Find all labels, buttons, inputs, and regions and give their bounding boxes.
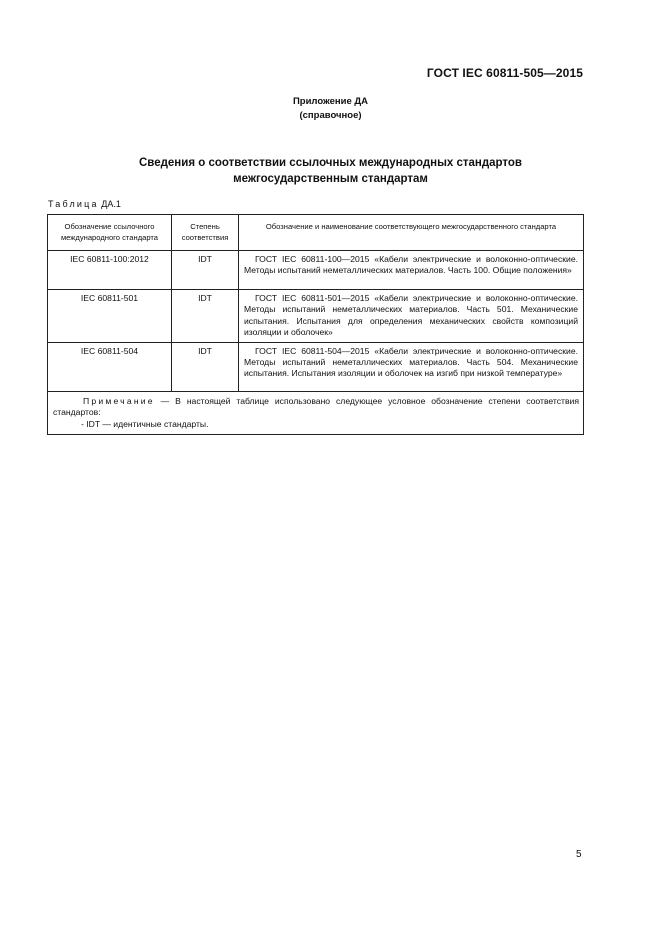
- interstate-standard-name: ГОСТ IEC 60811-504—2015 «Кабели электрические и волоконно-оптические. Методы испытаний неметаллических материалов. Часть 504. Механические испытания. Испытания изоляции и оболочек на изгиб при низкой температуре»: [239, 342, 584, 391]
- note-body: — В настоящей таблице использовано следующее условное обозначение степени соответствия стандартов:: [53, 395, 579, 418]
- table-row: [48, 342, 584, 391]
- appendix-heading: [0, 95, 661, 123]
- table-row: [48, 251, 584, 290]
- header-degree: Степень соответствия: [172, 215, 239, 251]
- ref-standard-code: IEC 60811-100:2012: [48, 251, 172, 290]
- ref-standard-code: IEC 60811-504: [48, 342, 172, 391]
- table-caption: [48, 199, 121, 209]
- header-ref-standard: Обозначение ссылочного международного стандарта: [48, 215, 172, 251]
- ref-standard-code: IEC 60811-501: [48, 290, 172, 343]
- table-note-row: [48, 391, 584, 435]
- page-number: 5: [576, 849, 582, 860]
- table-header-row: [48, 215, 584, 251]
- degree-value: IDT: [172, 251, 239, 290]
- table-row: [48, 290, 584, 343]
- section-title: [0, 155, 661, 187]
- section-title-line2: межгосударственным стандартам: [233, 173, 428, 185]
- note-list-item: - IDT — идентичные стандарты.: [81, 418, 209, 429]
- note-text: [53, 396, 579, 419]
- section-title-line1: Сведения о соответствии ссылочных международных стандартов: [138, 157, 522, 169]
- header-interstate-standard: Обозначение и наименование соответствующего межгосударственного стандарта: [239, 215, 584, 251]
- degree-value: IDT: [172, 342, 239, 391]
- table-caption-number: ДА.1: [101, 199, 121, 209]
- interstate-standard-name: ГОСТ IEC 60811-501—2015 «Кабели электрические и волоконно-оптические. Методы испытаний неметаллических материалов. Часть 501. Механические испытания. Испытания для определения механических свойств композиций изоляции и оболочек»: [239, 290, 584, 343]
- table-note: [48, 391, 584, 435]
- table-caption-prefix: Таблица: [48, 199, 99, 209]
- appendix-subtitle: (справочное): [299, 110, 362, 121]
- correspondence-table: [47, 214, 584, 435]
- appendix-title: Приложение ДА: [292, 96, 369, 107]
- degree-value: IDT: [172, 290, 239, 343]
- document-code: ГОСТ IEC 60811-505—2015: [426, 66, 583, 80]
- interstate-standard-name: ГОСТ IEC 60811-100—2015 «Кабели электрические и волоконно-оптические. Методы испытаний неметаллических материалов. Часть 100. Общие положения»: [239, 251, 584, 290]
- note-label: Примечание: [83, 395, 155, 406]
